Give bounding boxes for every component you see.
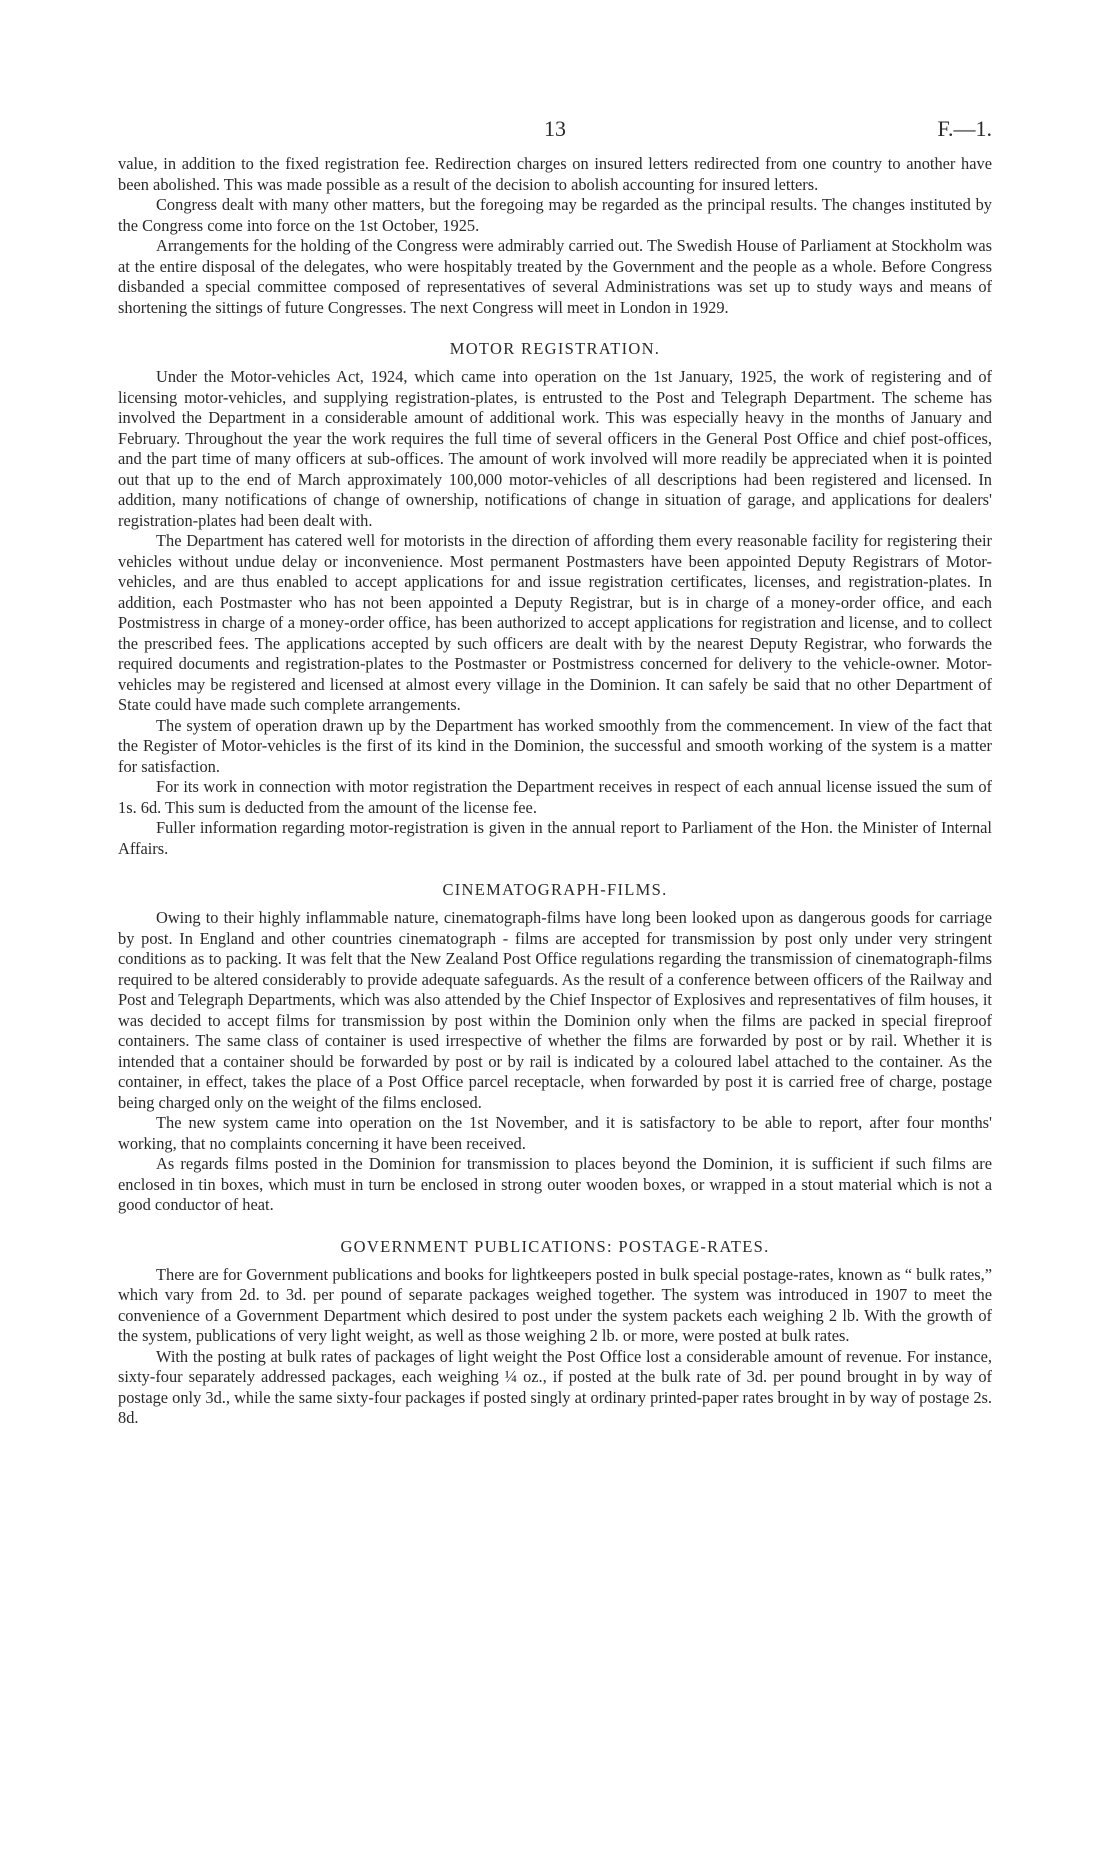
page-number: 13: [544, 116, 566, 141]
paragraph: The system of operation drawn up by the Department has worked smoothly from the commencement. In view of the fact that the Register of Motor-vehicles is the first of its kind in the Dominion, the successful and smooth working of the system is a matter for satisfaction.: [118, 715, 992, 776]
section-heading: MOTOR REGISTRATION.: [449, 339, 661, 358]
paragraph: Arrangements for the holding of the Congress were admirably carried out. The Swedish House of Parliament at Stockholm was at the entire disposal of the delegates, who were hospitably treated by the Government and the people as a whole. Before Congress disbanded a special committee composed of representatives of several Administrations was set up to study ways and means of shortening the sittings of future Congresses. The next Congress will meet in London in 1929.: [118, 236, 992, 317]
section-government-publications: [118, 1237, 992, 1429]
paragraph: For its work in connection with motor registration the Department receives in respect of each annual license issued the sum of 1s. 6d. This sum is deducted from the amount of the license fee.: [118, 777, 992, 817]
paragraph: Owing to their highly inflammable nature, cinematograph-films have long been looked upon as dangerous goods for carriage by post. In England and other countries cinematograph - films are accepted for transmission by post only under very stringent conditions as to packing. It was felt that the New Zealand Post Office regulations regarding the transmission of cinematograph-films required to be altered considerably to provide adequate safeguards. As the result of a conference between officers of the Railway and Post and Telegraph Departments, which was also attended by the Chief Inspector of Explosives and representatives of film houses, it was decided to accept films for transmission by post within the Dominion only when the films are packed in special fireproof containers. The same class of container is used irrespective of whether the films are forwarded by post or by rail. Whether it is intended that a container should be forwarded by post or by rail is indicated by a coloured label attached to the container. As the container, in effect, takes the place of a Post Office parcel receptacle, when forwarded by post it is carried free of charge, postage being charged only on the weight of the films enclosed.: [118, 908, 992, 1112]
paragraph: Fuller information regarding motor-registration is given in the annual report to Parliament of the Hon. the Minister of Internal Affairs.: [118, 818, 992, 858]
section-motor-registration: [118, 339, 992, 859]
document-reference: F.—1.: [937, 116, 992, 141]
paragraph: With the posting at bulk rates of packages of light weight the Post Office lost a considerable amount of revenue. For instance, sixty-four separately addressed packages, each weighing ¼ oz., if posted at the bulk rate of 3d. per pound brought in by way of postage only 3d., while the same sixty-four packages if posted singly at ordinary printed-paper rates brought in by way of postage 2s. 8d.: [118, 1346, 992, 1427]
paragraph: Congress dealt with many other matters, but the foregoing may be regarded as the principal results. The changes instituted by the Congress come into force on the 1st October, 1925.: [118, 195, 992, 235]
paragraph: value, in addition to the fixed registration fee. Redirection charges on insured letters redirected from one country to another have been abolished. This was made possible as a result of the decision to abolish accounting for insured letters.: [118, 154, 992, 194]
page-header: [118, 116, 992, 154]
paragraph: The Department has catered well for motorists in the direction of affording them every reasonable facility for registering their vehicles without undue delay or inconvenience. Most permanent Postmasters have been appointed Deputy Registrars of Motor-vehicles, and are thus enabled to accept applications for and issue registration certificates, licenses, and registration-plates. In addition, each Postmaster who has not been appointed a Deputy Registrar, but is in charge of a money-order office, and each Postmistress in charge of a money-order office, has been authorized to accept applications for registration and license, and to collect the prescribed fees. The applications accepted by such officers are dealt with by the nearest Deputy Registrar, who forwards the required documents and registration-plates to the Postmaster or Postmistress concerned for delivery to the vehicle-owner. Motor-vehicles may be registered and licensed at almost every village in the Dominion. It can safely be said that no other Department of State could have made such complete arrangements.: [118, 531, 992, 714]
section-heading: CINEMATOGRAPH-FILMS.: [442, 880, 668, 899]
paragraph: Under the Motor-vehicles Act, 1924, which came into operation on the 1st January, 1925, the work of registering and of licensing motor-vehicles, and supplying registration-plates, is entrusted to the Post and Telegraph Department. The scheme has involved the Department in a considerable amount of additional work. This was especially heavy in the months of January and February. Throughout the year the work requires the full time of several officers in the General Post Office and chief post-offices, and the part time of many officers at sub-offices. The amount of work involved will more readily be appreciated when it is pointed out that up to the end of March approximately 100,000 motor-vehicles of all descriptions had been registered and licensed. In addition, many notifications of change of ownership, notifications of change in situation of garage, and applications for dealers' registration-plates had been dealt with.: [118, 367, 992, 530]
document-page: [118, 116, 992, 1429]
section-congress-continued: [118, 154, 992, 318]
paragraph: As regards films posted in the Dominion for transmission to places beyond the Dominion, it is sufficient if such films are enclosed in tin boxes, which must in turn be enclosed in strong outer wooden boxes, or wrapped in a stout material which is not a good conductor of heat.: [118, 1154, 992, 1214]
section-cinematograph-films: [118, 880, 992, 1216]
section-heading: GOVERNMENT PUBLICATIONS: POSTAGE-RATES.: [340, 1236, 770, 1256]
paragraph: There are for Government publications and books for lightkeepers posted in bulk special postage-rates, known as “ bulk rates,” which vary from 2d. to 3d. per pound of separate packages weighed together. The system was introduced in 1907 to meet the convenience of a Government Department which desired to post under the system packets each weighing 2 lb. With the growth of the system, publications of very light weight, as well as those weighing 2 lb. or more, were posted at bulk rates.: [118, 1264, 992, 1345]
paragraph: The new system came into operation on the 1st November, and it is satisfactory to be able to report, after four months' working, that no complaints concerning it have been received.: [118, 1113, 992, 1153]
